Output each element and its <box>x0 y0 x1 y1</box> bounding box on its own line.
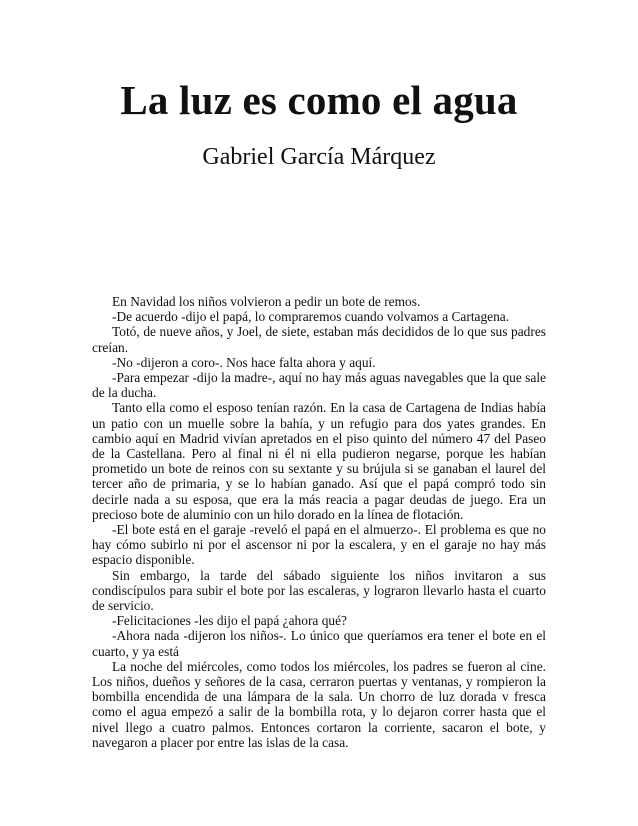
paragraph: -Ahora nada -dijeron los niños-. Lo único que queríamos era tener el bote en el cuarto, y ya está <box>92 628 546 659</box>
story-body <box>92 294 546 750</box>
paragraph: La noche del miércoles, como todos los miércoles, los padres se fueron al cine. Los niños, dueños y señores de la casa, cerraron puertas y ventanas, y rompieron la bombilla encendida de una lámpara de la sala. Un chorro de luz dorada v fresca como el agua empezó a salir de la bombilla rota, y lo dejaron correr hasta que el nivel llego a cuatro palmos. Entonces cortaron la corriente, sacaron el bote, y navegaron a placer por entre las islas de la casa. <box>92 658 546 750</box>
paragraph: -El bote está en el garaje -reveló el papá en el almuerzo-. El problema es que no hay cómo subirlo ni por el ascensor ni por la escalera, y en el garaje no hay más espacio disponible. <box>92 522 546 568</box>
paragraph: Sin embargo, la tarde del sábado siguiente los niños invitaron a sus condiscípulos para subir el bote por las escaleras, y lograron llevarlo hasta el cuarto de servicio. <box>92 567 546 614</box>
author-name: Gabriel García Márquez <box>202 144 436 170</box>
paragraph: -Para empezar -dijo la madre-, aquí no hay más aguas navegables que la que sale de la ducha. <box>92 370 546 401</box>
paragraph: -No -dijeron a coro-. Nos hace falta ahora y aquí. <box>112 354 376 370</box>
paragraph: En Navidad los niños volvieron a pedir un bote de remos. <box>112 294 421 309</box>
paragraph: Tanto ella como el esposo tenían razón. En la casa de Cartagena de Indias había un patio con un muelle sobre la bahía, y un refugio para dos yates grandes. En cambio aquí en Madrid vivían apretados en el piso quinto del número 47 del Paseo de la Castellana. Pero al final ni él ni ella pudieron negarse, porque les habían prometido un bote de reinos con su sextante y su brújula si se ganaban el laurel del tercer año de primaria, y se lo habían ganado. Así que el papá compró todo sin decirle nada a su esposa, que era la más reacia a pagar deudas de juego. Era un precioso bote de aluminio con un hilo dorado en la línea de flotación. <box>92 400 546 522</box>
paragraph: Totó, de nueve años, y Joel, de siete, estaban más decididos de lo que sus padres creían. <box>92 324 546 355</box>
paragraph: -Felicitaciones -les dijo el papá ¿ahora qué? <box>112 613 347 629</box>
paragraph: -De acuerdo -dijo el papá, lo compraremos cuando volvamos a Cartagena. <box>112 309 510 325</box>
story-title: La luz es como el agua <box>120 77 518 123</box>
